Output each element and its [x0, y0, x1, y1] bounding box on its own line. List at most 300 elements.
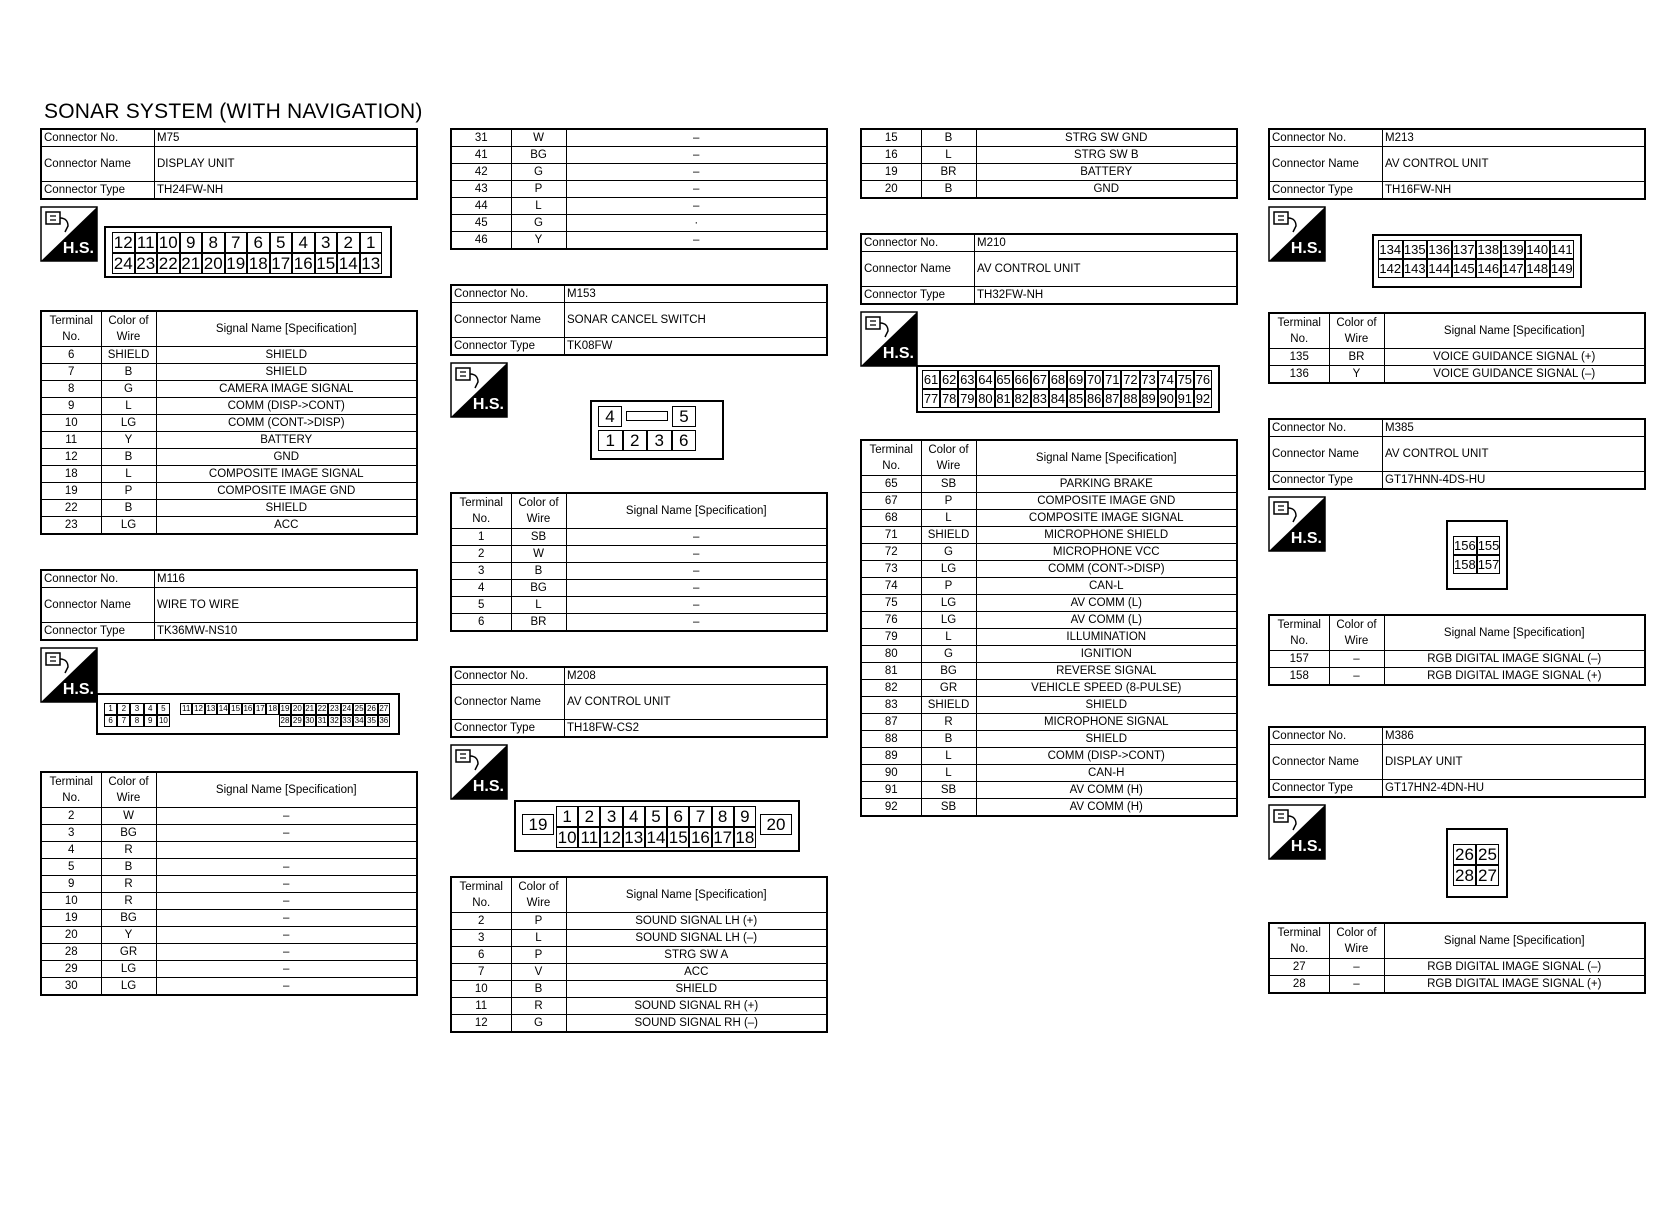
table-row: [41, 500, 417, 517]
terminal-table: [450, 128, 828, 250]
terminal-no-header: Terminal No.: [451, 877, 511, 913]
pin: 63: [960, 372, 975, 387]
terminal-no: 1: [451, 529, 511, 546]
wire-color: W: [511, 546, 566, 563]
signal-name: COMPOSITE IMAGE GND: [156, 483, 417, 500]
pin: 26: [367, 704, 376, 713]
terminal-no: 28: [41, 944, 101, 961]
pin: 91: [1177, 391, 1193, 406]
pin: 79: [960, 391, 975, 406]
pin: 7: [117, 715, 130, 727]
harness-side-label: H.S.: [1290, 530, 1322, 547]
connector-info-m210: [860, 233, 1238, 305]
connector-face-m213: [1268, 200, 1646, 312]
terminal-no: 7: [451, 964, 511, 981]
connector-info-m153: [450, 284, 828, 356]
signal-name: –: [156, 893, 417, 910]
terminal-header-row: [861, 440, 1237, 476]
terminal-header-row: [451, 493, 827, 529]
wire-color: B: [921, 731, 976, 748]
info-row: [861, 252, 1237, 287]
terminal-table: [860, 439, 1238, 817]
table-row: [861, 476, 1237, 493]
pin: 8: [202, 232, 225, 253]
wire-color: B: [101, 859, 156, 876]
terminal-no: 5: [451, 597, 511, 614]
wire-color: B: [921, 129, 976, 147]
info-row: [861, 287, 1237, 305]
pin: 75: [1177, 372, 1193, 387]
signal-name: MICROPHONE VCC: [976, 544, 1237, 561]
pin: 22: [158, 254, 178, 273]
info-row: [1269, 129, 1645, 147]
terminal-no: 135: [1269, 349, 1329, 366]
pin: 83: [1032, 391, 1048, 406]
wire-color: B: [101, 500, 156, 517]
signal-name: SHIELD: [156, 347, 417, 364]
table-row: [861, 164, 1237, 181]
terminal-no: 9: [41, 876, 101, 893]
terminal-no-header: Terminal No.: [1269, 923, 1329, 959]
signal-name: ·: [566, 215, 827, 232]
pin: 18: [735, 828, 755, 847]
wire-color: SHIELD: [921, 697, 976, 714]
table-row: [451, 614, 827, 632]
pin: 28: [1453, 865, 1476, 886]
info-row: [861, 234, 1237, 252]
connector-housing-m75: [104, 226, 392, 278]
terminal-no: 4: [451, 580, 511, 597]
terminal-no: 30: [41, 978, 101, 996]
terminal-no: 76: [861, 612, 921, 629]
connector-face-m116: [40, 641, 418, 771]
wire-color: L: [511, 930, 566, 947]
column-1: [40, 128, 418, 996]
connector-housing-m213: [1372, 234, 1582, 288]
table-row: [861, 578, 1237, 595]
pin: 19: [226, 254, 246, 273]
terminal-table: [450, 876, 828, 1033]
connector-name-label: Connector Name: [1269, 437, 1383, 472]
terminal-no: 29: [41, 961, 101, 978]
info-row: [41, 570, 417, 588]
pin: 77: [923, 391, 939, 406]
connector-name-value: AV CONTROL UNIT: [975, 252, 1238, 287]
connector-housing-m210: [916, 365, 1220, 413]
harness-side-label: H.S.: [472, 778, 504, 795]
wire-color: L: [101, 398, 156, 415]
signal-name: SHIELD: [156, 500, 417, 517]
terminal-table-m208: [450, 876, 828, 1033]
pin: 2: [623, 430, 648, 451]
signal-name: SHIELD: [566, 981, 827, 998]
pin: 88: [1123, 391, 1138, 406]
info-row: [41, 182, 417, 200]
signal-name: COMPOSITE IMAGE GND: [976, 493, 1237, 510]
pin-gap: [192, 715, 204, 727]
pin-latch: [626, 411, 668, 421]
info-row: [1269, 472, 1645, 490]
terminal-no: 10: [41, 893, 101, 910]
pin: 1: [598, 430, 623, 451]
connector-name-label: Connector Name: [41, 147, 155, 182]
table-row: [41, 432, 417, 449]
color-of-wire-header: Color of Wire: [511, 493, 566, 529]
wire-color: P: [511, 181, 566, 198]
info-row: [451, 720, 827, 738]
signal-name: VOICE GUIDANCE SIGNAL (–): [1384, 366, 1645, 384]
connector-type-value: GT17HN2-4DN-HU: [1383, 780, 1646, 798]
info-row: [41, 588, 417, 623]
color-of-wire-header: Color of Wire: [921, 440, 976, 476]
signal-name: PARKING BRAKE: [976, 476, 1237, 493]
signal-name: GND: [976, 181, 1237, 199]
signal-name: –: [566, 597, 827, 614]
signal-name: COMM (DISP->CONT): [156, 398, 417, 415]
wire-color: R: [511, 998, 566, 1015]
connector-housing-m208: [514, 800, 800, 852]
table-row: [861, 765, 1237, 782]
wire-color: W: [101, 808, 156, 825]
wire-color: P: [511, 947, 566, 964]
table-row: [861, 544, 1237, 561]
terminal-no: 72: [861, 544, 921, 561]
wire-color: BG: [101, 910, 156, 927]
wire-color: LG: [921, 595, 976, 612]
table-row: [451, 147, 827, 164]
table-row: [861, 147, 1237, 164]
pin: 27: [379, 704, 389, 713]
signal-name: SOUND SIGNAL LH (+): [566, 913, 827, 930]
wire-color: B: [101, 449, 156, 466]
wire-color: SB: [511, 529, 566, 546]
info-row: [1269, 727, 1645, 745]
info-row: [1269, 745, 1645, 780]
connector-type-label: Connector Type: [451, 338, 565, 356]
signal-name: SHIELD: [156, 364, 417, 381]
pin: 19: [522, 814, 554, 835]
pin-row-top: [104, 703, 170, 715]
terminal-no: 15: [861, 129, 921, 147]
pin: 27: [1476, 865, 1499, 886]
connector-name-label: Connector Name: [1269, 147, 1383, 182]
connector-info-m213: [1268, 128, 1646, 200]
info-row: [1269, 437, 1645, 472]
terminal-no: 79: [861, 629, 921, 646]
pin: 78: [941, 391, 957, 406]
signal-name-header: Signal Name [Specification]: [1384, 615, 1645, 651]
table-row: [1269, 959, 1645, 976]
connector-type-label: Connector Type: [1269, 182, 1383, 200]
table-row: [41, 825, 417, 842]
harness-side-badge: [450, 744, 508, 800]
signal-name: –: [566, 129, 827, 147]
terminal-no: 136: [1269, 366, 1329, 384]
pin: 10: [158, 233, 178, 252]
connector-name-label: Connector Name: [861, 252, 975, 287]
connector-number-value: M386: [1383, 727, 1646, 745]
connector-name-label: Connector Name: [41, 588, 155, 623]
terminal-table-m385: [1268, 614, 1646, 686]
pin: 36: [379, 716, 389, 725]
pin-row-top: [556, 806, 756, 827]
pin: 21: [305, 704, 315, 713]
connector-type-value: TH18FW-CS2: [565, 720, 828, 738]
pin: 5: [645, 806, 667, 827]
terminal-no-header: Terminal No.: [1269, 615, 1329, 651]
pin: 25: [354, 704, 364, 713]
info-row: [1269, 182, 1645, 200]
table-row: [861, 629, 1237, 646]
wire-color: L: [511, 597, 566, 614]
wire-color: L: [921, 510, 976, 527]
pin-row-top: [1378, 240, 1574, 259]
wire-color: –: [1329, 976, 1384, 994]
pin-row-top: [112, 232, 382, 253]
pin: 14: [338, 254, 358, 273]
terminal-no: 89: [861, 748, 921, 765]
signal-name: SHIELD: [976, 731, 1237, 748]
pin: 89: [1141, 391, 1156, 406]
wire-color: B: [101, 364, 156, 381]
table-row: [861, 527, 1237, 544]
wire-color: L: [921, 147, 976, 164]
signal-name: ACC: [566, 964, 827, 981]
pin: 14: [218, 704, 228, 713]
pin-row-top: [180, 703, 390, 715]
signal-name-header: Signal Name [Specification]: [566, 493, 827, 529]
wire-color: LG: [101, 978, 156, 996]
pin: 9: [734, 806, 756, 827]
pin: 157: [1477, 557, 1500, 572]
wire-color: G: [101, 381, 156, 398]
pin: 15: [668, 828, 688, 847]
pin: 10: [557, 828, 577, 847]
connector-info-table: [1268, 128, 1646, 200]
table-row: [1269, 366, 1645, 384]
pin: 8: [130, 715, 143, 727]
pin: 20: [760, 814, 792, 835]
terminal-table-m116-continued: [450, 128, 828, 250]
pin: 13: [206, 704, 216, 713]
signal-name: CAN-L: [976, 578, 1237, 595]
pin: 65: [996, 372, 1011, 387]
connector-face-m208: [450, 738, 828, 876]
pin: 68: [1050, 372, 1066, 387]
wire-color: B: [511, 563, 566, 580]
table-row: [1269, 976, 1645, 994]
table-row: [861, 731, 1237, 748]
wire-color: SB: [921, 782, 976, 799]
connector-number-label: Connector No.: [1269, 419, 1383, 437]
wire-color: Y: [511, 232, 566, 250]
signal-name: –: [566, 181, 827, 198]
connector-type-label: Connector Type: [451, 720, 565, 738]
table-row: [451, 563, 827, 580]
harness-side-badge: [40, 206, 98, 262]
pin: 84: [1050, 391, 1066, 406]
terminal-no: 2: [451, 913, 511, 930]
table-row: [41, 364, 417, 381]
pin: 147: [1501, 261, 1524, 276]
pin: 61: [923, 372, 939, 387]
connector-number-value: M385: [1383, 419, 1646, 437]
wire-color: G: [511, 164, 566, 181]
pin: 158: [1454, 557, 1476, 572]
harness-side-label: H.S.: [62, 240, 94, 257]
terminal-no: 41: [451, 147, 511, 164]
table-row: [41, 961, 417, 978]
pin: 5: [270, 232, 293, 253]
signal-name: –: [156, 808, 417, 825]
table-row: [451, 164, 827, 181]
wire-color: W: [511, 129, 566, 147]
table-row: [41, 398, 417, 415]
terminal-no: 23: [41, 517, 101, 535]
terminal-table: [40, 771, 418, 996]
pin: 76: [1195, 372, 1211, 387]
pin-row-bottom: [922, 389, 1212, 408]
pin: 23: [136, 254, 156, 273]
connector-number-label: Connector No.: [41, 129, 155, 147]
terminal-no-header: Terminal No.: [861, 440, 921, 476]
terminal-no: 31: [451, 129, 511, 147]
signal-name: GND: [156, 449, 417, 466]
pin: 5: [672, 406, 696, 427]
terminal-table: [450, 492, 828, 632]
terminal-no: 10: [41, 415, 101, 432]
table-row: [451, 232, 827, 250]
terminal-no: 87: [861, 714, 921, 731]
pin: 13: [624, 828, 644, 847]
connector-number-label: Connector No.: [451, 285, 565, 303]
connector-info-table: [450, 666, 828, 738]
table-row: [41, 876, 417, 893]
pin: 137: [1452, 242, 1475, 257]
connector-info-table: [40, 569, 418, 641]
pin-row-bottom: [1378, 259, 1574, 278]
pin: 92: [1195, 391, 1211, 406]
pin: 20: [292, 704, 302, 713]
pin: 155: [1477, 538, 1500, 553]
pin: 67: [1032, 372, 1048, 387]
terminal-no: 42: [451, 164, 511, 181]
terminal-no: 19: [41, 910, 101, 927]
color-of-wire-header: Color of Wire: [1329, 313, 1384, 349]
table-row: [861, 748, 1237, 765]
table-row: [41, 842, 417, 859]
info-row: [451, 685, 827, 720]
terminal-no: 90: [861, 765, 921, 782]
pin-row-bottom: [598, 430, 696, 451]
table-row: [451, 964, 827, 981]
terminal-no-header: Terminal No.: [41, 772, 101, 808]
terminal-no-header: Terminal No.: [1269, 313, 1329, 349]
terminal-header-row: [1269, 313, 1645, 349]
signal-name: RGB DIGITAL IMAGE SIGNAL (+): [1384, 668, 1645, 686]
table-row: [861, 493, 1237, 510]
table-row: [41, 449, 417, 466]
table-row: [41, 859, 417, 876]
connector-info-m75: [40, 128, 418, 200]
table-row: [451, 1015, 827, 1033]
pin: 82: [1014, 391, 1029, 406]
pin: 22: [317, 704, 327, 713]
connector-name-label: Connector Name: [451, 685, 565, 720]
signal-name-header: Signal Name [Specification]: [1384, 923, 1645, 959]
terminal-table-m116: [40, 771, 418, 996]
table-row: [451, 181, 827, 198]
pin: 33: [342, 716, 352, 725]
pin: 11: [135, 232, 158, 253]
pin: 15: [316, 254, 336, 273]
connector-name-label: Connector Name: [1269, 745, 1383, 780]
terminal-no: 28: [1269, 976, 1329, 994]
terminal-table-m210: [860, 439, 1238, 817]
harness-side-label: H.S.: [472, 396, 504, 413]
pin: 149: [1550, 261, 1573, 276]
signal-name: STRG SW B: [976, 147, 1237, 164]
pin: 4: [598, 406, 622, 427]
connector-type-value: GT17HNN-4DS-HU: [1383, 472, 1646, 490]
wire-color: L: [101, 466, 156, 483]
terminal-table: [860, 128, 1238, 199]
connector-type-value: TH32FW-NH: [975, 287, 1238, 305]
terminal-no: 157: [1269, 651, 1329, 668]
pin: 66: [1014, 372, 1029, 387]
pin: 15: [231, 704, 241, 713]
table-row: [861, 129, 1237, 147]
signal-name: CAMERA IMAGE SIGNAL: [156, 381, 417, 398]
table-row: [451, 998, 827, 1015]
signal-name: –: [156, 978, 417, 996]
signal-name-header: Signal Name [Specification]: [566, 877, 827, 913]
pin: 35: [367, 716, 376, 725]
table-row: [861, 612, 1237, 629]
column-4: [1268, 128, 1646, 994]
signal-name: –: [566, 580, 827, 597]
signal-name: –: [156, 859, 417, 876]
signal-name: AV COMM (H): [976, 799, 1237, 817]
table-row: [861, 782, 1237, 799]
pin: 12: [194, 704, 203, 713]
pin: 4: [623, 806, 645, 827]
signal-name: –: [156, 961, 417, 978]
terminal-no: 12: [451, 1015, 511, 1033]
terminal-no: 4: [41, 842, 101, 859]
connector-info-m208: [450, 666, 828, 738]
pin: 17: [713, 828, 733, 847]
connector-number-value: M75: [155, 129, 418, 147]
wire-color: G: [921, 544, 976, 561]
table-row: [1269, 349, 1645, 366]
harness-side-label: H.S.: [1290, 838, 1322, 855]
table-row: [451, 546, 827, 563]
connector-type-label: Connector Type: [861, 287, 975, 305]
pin: 21: [181, 254, 201, 273]
pin: 30: [305, 716, 315, 725]
signal-name-header: Signal Name [Specification]: [156, 311, 417, 347]
info-row: [41, 623, 417, 641]
wire-color: R: [101, 842, 156, 859]
signal-name: –: [566, 563, 827, 580]
terminal-no: 92: [861, 799, 921, 817]
pin: 136: [1428, 242, 1451, 257]
pin: 6: [247, 232, 270, 253]
table-row: [41, 483, 417, 500]
pin: 71: [1105, 372, 1120, 387]
table-row: [41, 927, 417, 944]
